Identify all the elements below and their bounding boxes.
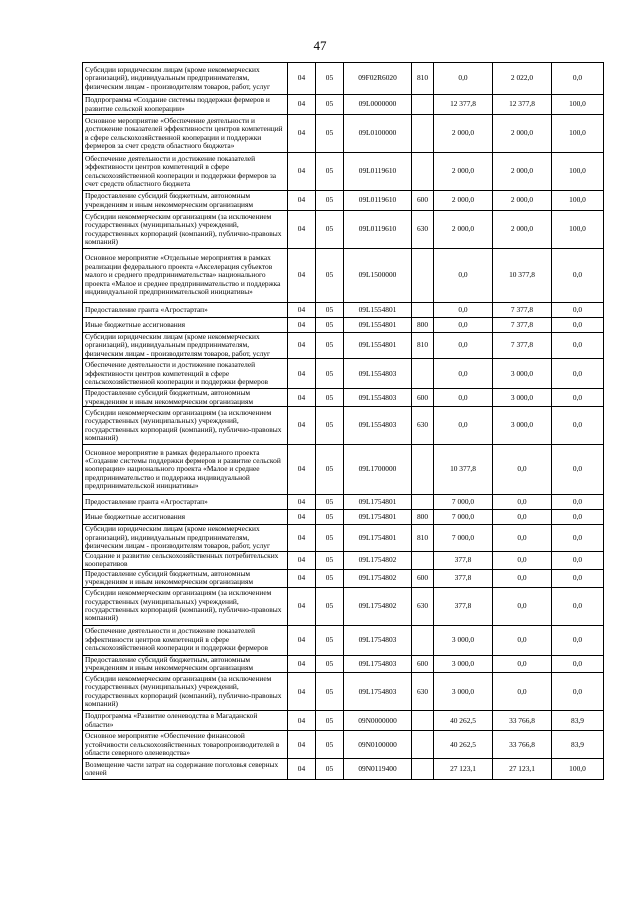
row-value-plan: 40 262,5 (434, 711, 493, 731)
row-target-article: 09N0119400 (344, 759, 412, 780)
row-section: 04 (288, 318, 316, 333)
row-value-percent: 100,0 (552, 759, 604, 780)
row-value-percent: 0,0 (552, 625, 604, 655)
row-subsection: 05 (316, 655, 344, 673)
row-value-plan: 10 377,8 (434, 445, 493, 495)
row-subsection: 05 (316, 407, 344, 445)
row-value-percent: 0,0 (552, 63, 604, 95)
row-subsection: 05 (316, 551, 344, 569)
row-subsection: 05 (316, 303, 344, 318)
row-value-plan: 377,8 (434, 587, 493, 625)
row-value-plan: 12 377,8 (434, 95, 493, 115)
table-row (83, 445, 604, 495)
row-expense-type (412, 249, 434, 303)
row-target-article: 09L1554801 (344, 303, 412, 318)
row-target-article: 09L1554803 (344, 359, 412, 389)
row-value-approved: 0,0 (493, 569, 552, 587)
row-subsection: 05 (316, 510, 344, 525)
table-row (83, 115, 604, 153)
row-name: Субсидии юридическим лицам (кроме некоммерческих организаций), индивидуальным предпринимателям, физическим лицам - производителям товаров, работ, услуг (83, 333, 288, 359)
row-value-percent: 0,0 (552, 569, 604, 587)
table-row (83, 551, 604, 569)
row-section: 04 (288, 731, 316, 759)
row-value-percent: 100,0 (552, 153, 604, 191)
row-target-article: 09L1754801 (344, 525, 412, 551)
row-expense-type: 800 (412, 510, 434, 525)
row-name: Основное мероприятие «Обеспечение деятельности и достижение показателей эффективности центров компетенций в сфере сельскохозяйственной кооперации и поддержки фермеров за счет средств областного бюджета» (83, 115, 288, 153)
row-target-article: 09L0100000 (344, 115, 412, 153)
table-row (83, 655, 604, 673)
row-expense-type (412, 625, 434, 655)
row-value-plan: 7 000,0 (434, 495, 493, 510)
row-expense-type: 600 (412, 389, 434, 407)
row-value-plan: 2 000,0 (434, 211, 493, 249)
row-value-plan: 2 000,0 (434, 153, 493, 191)
row-section: 04 (288, 445, 316, 495)
row-name: Основное мероприятие «Отдельные мероприятия в рамках реализации федерального проекта «Акселерация субъектов малого и среднего предпринимательства» национального проекта «Малое и среднее предпринимательство и поддержка индивидуальной предпринимательской инициативы» (83, 249, 288, 303)
row-section: 04 (288, 211, 316, 249)
row-value-approved: 10 377,8 (493, 249, 552, 303)
row-target-article: 09L1554803 (344, 407, 412, 445)
row-value-plan: 3 000,0 (434, 625, 493, 655)
row-expense-type: 810 (412, 333, 434, 359)
row-target-article: 09L1754803 (344, 673, 412, 711)
row-value-plan: 2 000,0 (434, 115, 493, 153)
row-value-approved: 2 000,0 (493, 191, 552, 211)
row-section: 04 (288, 63, 316, 95)
row-value-percent: 83,9 (552, 731, 604, 759)
row-value-percent: 100,0 (552, 211, 604, 249)
table-row (83, 359, 604, 389)
row-name: Создание и развитие сельскохозяйственных потребительских кооперативов (83, 551, 288, 569)
row-expense-type (412, 445, 434, 495)
row-section: 04 (288, 389, 316, 407)
row-expense-type (412, 115, 434, 153)
row-name: Субсидии некоммерческим организациям (за исключением государственных (муниципальных) учреждений, государственных корпораций (компаний), публично-правовых компаний) (83, 673, 288, 711)
row-name: Основное мероприятие «Обеспечение финансовой устойчивости сельскохозяйственных товаропроизводителей в области северного оленеводства» (83, 731, 288, 759)
table-body (83, 63, 604, 780)
row-expense-type (412, 551, 434, 569)
row-expense-type (412, 495, 434, 510)
row-target-article: 09L1554803 (344, 389, 412, 407)
row-target-article: 09L1754802 (344, 569, 412, 587)
row-target-article: 09L1754801 (344, 510, 412, 525)
row-value-approved: 3 000,0 (493, 407, 552, 445)
table-row (83, 249, 604, 303)
table-row (83, 389, 604, 407)
row-value-plan: 2 000,0 (434, 191, 493, 211)
row-name: Субсидии юридическим лицам (кроме некоммерческих организаций), индивидуальным предпринимателям, физическим лицам - производителям товаров, работ, услуг (83, 63, 288, 95)
row-expense-type: 630 (412, 673, 434, 711)
row-value-percent: 0,0 (552, 359, 604, 389)
row-subsection: 05 (316, 63, 344, 95)
row-expense-type: 600 (412, 191, 434, 211)
row-value-percent: 0,0 (552, 333, 604, 359)
row-value-approved: 33 766,8 (493, 711, 552, 731)
table-row (83, 673, 604, 711)
row-value-percent: 0,0 (552, 673, 604, 711)
row-value-approved: 7 377,8 (493, 303, 552, 318)
page-number: 47 (313, 38, 327, 53)
row-value-approved: 3 000,0 (493, 389, 552, 407)
row-expense-type: 630 (412, 211, 434, 249)
row-target-article: 09L0119610 (344, 153, 412, 191)
row-subsection: 05 (316, 525, 344, 551)
row-name: Предоставление субсидий бюджетным, автономным учреждениям и иным некоммерческим организациям (83, 191, 288, 211)
row-subsection: 05 (316, 318, 344, 333)
table-row (83, 95, 604, 115)
row-value-plan: 0,0 (434, 389, 493, 407)
row-target-article: 09L0000000 (344, 95, 412, 115)
row-target-article: 09L1500000 (344, 249, 412, 303)
row-value-approved: 0,0 (493, 551, 552, 569)
row-value-plan: 0,0 (434, 63, 493, 95)
row-section: 04 (288, 115, 316, 153)
row-expense-type: 630 (412, 587, 434, 625)
row-value-approved: 12 377,8 (493, 95, 552, 115)
row-value-plan: 3 000,0 (434, 655, 493, 673)
row-expense-type (412, 303, 434, 318)
table-row (83, 525, 604, 551)
row-subsection: 05 (316, 359, 344, 389)
row-subsection: 05 (316, 731, 344, 759)
row-section: 04 (288, 495, 316, 510)
row-name: Предоставление субсидий бюджетным, автономным учреждениям и иным некоммерческим организациям (83, 569, 288, 587)
row-name: Субсидии некоммерческим организациям (за исключением государственных (муниципальных) учреждений, государственных корпораций (компаний), публично-правовых компаний) (83, 587, 288, 625)
row-target-article: 09L1754801 (344, 495, 412, 510)
row-value-plan: 0,0 (434, 318, 493, 333)
table-row (83, 759, 604, 780)
row-value-plan: 377,8 (434, 551, 493, 569)
row-name: Предоставление субсидий бюджетным, автономным учреждениям и иным некоммерческим организациям (83, 389, 288, 407)
row-subsection: 05 (316, 191, 344, 211)
row-value-approved: 0,0 (493, 445, 552, 495)
row-value-percent: 100,0 (552, 115, 604, 153)
table-row (83, 407, 604, 445)
table-row (83, 63, 604, 95)
row-value-percent: 0,0 (552, 525, 604, 551)
table-row (83, 153, 604, 191)
row-expense-type (412, 731, 434, 759)
row-expense-type: 600 (412, 655, 434, 673)
row-value-approved: 0,0 (493, 525, 552, 551)
row-value-approved: 0,0 (493, 673, 552, 711)
table-row (83, 303, 604, 318)
row-target-article: 09L1754802 (344, 551, 412, 569)
row-name: Предоставление гранта «Агростартап» (83, 303, 288, 318)
row-subsection: 05 (316, 153, 344, 191)
table-row (83, 495, 604, 510)
table-row (83, 711, 604, 731)
row-name: Основное мероприятие в рамках федерального проекта «Создание системы поддержки фермеров и развитие сельской кооперации» национального проекта «Малое и среднее предпринимательство и поддержка индивидуальной предпринимательской инициативы» (83, 445, 288, 495)
row-value-percent: 0,0 (552, 495, 604, 510)
row-name: Обеспечение деятельности и достижение показателей эффективности центров компетенций в сфере сельскохозяйственной кооперации и поддержки фермеров за счет средств областного бюджета (83, 153, 288, 191)
table-row (83, 318, 604, 333)
row-expense-type (412, 759, 434, 780)
row-subsection: 05 (316, 495, 344, 510)
row-section: 04 (288, 333, 316, 359)
row-value-percent: 0,0 (552, 389, 604, 407)
row-subsection: 05 (316, 625, 344, 655)
row-target-article: 09L1700000 (344, 445, 412, 495)
row-name: Подпрограмма «Создание системы поддержки фермеров и развитие сельской кооперации» (83, 95, 288, 115)
row-value-plan: 377,8 (434, 569, 493, 587)
row-name: Обеспечение деятельности и достижение показателей эффективности центров компетенций в сфере сельскохозяйственной кооперации и поддержки фермеров (83, 625, 288, 655)
row-name: Субсидии некоммерческим организациям (за исключением государственных (муниципальных) учреждений, государственных корпораций (компаний), публично-правовых компаний) (83, 407, 288, 445)
row-section: 04 (288, 191, 316, 211)
row-value-percent: 0,0 (552, 510, 604, 525)
row-value-approved: 2 000,0 (493, 153, 552, 191)
row-value-percent: 100,0 (552, 95, 604, 115)
row-target-article: 09N0000000 (344, 711, 412, 731)
row-name: Субсидии некоммерческим организациям (за исключением государственных (муниципальных) учреждений, государственных корпораций (компаний), публично-правовых компаний) (83, 211, 288, 249)
row-section: 04 (288, 407, 316, 445)
row-subsection: 05 (316, 333, 344, 359)
row-target-article: 09L1754803 (344, 625, 412, 655)
row-subsection: 05 (316, 95, 344, 115)
row-value-plan: 0,0 (434, 303, 493, 318)
row-value-approved: 0,0 (493, 495, 552, 510)
row-subsection: 05 (316, 587, 344, 625)
row-expense-type: 810 (412, 525, 434, 551)
row-value-percent: 0,0 (552, 655, 604, 673)
row-name: Возмещение части затрат на содержание поголовья северных оленей (83, 759, 288, 780)
row-target-article: 09L1554801 (344, 318, 412, 333)
row-subsection: 05 (316, 249, 344, 303)
table-row (83, 510, 604, 525)
row-value-plan: 7 000,0 (434, 525, 493, 551)
row-value-approved: 7 377,8 (493, 318, 552, 333)
row-name: Предоставление гранта «Агростартап» (83, 495, 288, 510)
table-row (83, 731, 604, 759)
row-name: Обеспечение деятельности и достижение показателей эффективности центров компетенций в сфере сельскохозяйственной кооперации и поддержки фермеров (83, 359, 288, 389)
row-value-plan: 0,0 (434, 359, 493, 389)
row-section: 04 (288, 551, 316, 569)
row-section: 04 (288, 569, 316, 587)
row-subsection: 05 (316, 711, 344, 731)
row-value-approved: 0,0 (493, 587, 552, 625)
row-expense-type: 800 (412, 318, 434, 333)
row-subsection: 05 (316, 569, 344, 587)
row-section: 04 (288, 587, 316, 625)
row-name: Иные бюджетные ассигнования (83, 510, 288, 525)
row-value-percent: 0,0 (552, 318, 604, 333)
row-value-percent: 0,0 (552, 249, 604, 303)
row-section: 04 (288, 759, 316, 780)
row-expense-type (412, 153, 434, 191)
row-value-approved: 2 022,0 (493, 63, 552, 95)
row-section: 04 (288, 249, 316, 303)
row-section: 04 (288, 510, 316, 525)
row-value-approved: 7 377,8 (493, 333, 552, 359)
row-name: Подпрограмма «Развитие оленеводства в Магаданской области» (83, 711, 288, 731)
row-value-approved: 0,0 (493, 625, 552, 655)
row-expense-type: 630 (412, 407, 434, 445)
row-target-article: 09F02R6020 (344, 63, 412, 95)
row-value-percent: 100,0 (552, 191, 604, 211)
row-subsection: 05 (316, 211, 344, 249)
row-value-percent: 0,0 (552, 587, 604, 625)
row-section: 04 (288, 711, 316, 731)
row-subsection: 05 (316, 445, 344, 495)
row-subsection: 05 (316, 759, 344, 780)
table-row (83, 587, 604, 625)
row-value-plan: 0,0 (434, 333, 493, 359)
row-expense-type (412, 711, 434, 731)
row-value-approved: 27 123,1 (493, 759, 552, 780)
row-name: Иные бюджетные ассигнования (83, 318, 288, 333)
row-section: 04 (288, 625, 316, 655)
row-section: 04 (288, 525, 316, 551)
row-section: 04 (288, 655, 316, 673)
row-value-approved: 3 000,0 (493, 359, 552, 389)
table-row (83, 625, 604, 655)
row-subsection: 05 (316, 389, 344, 407)
row-expense-type (412, 359, 434, 389)
row-value-approved: 2 000,0 (493, 115, 552, 153)
row-value-percent: 0,0 (552, 551, 604, 569)
row-target-article: 09L1754802 (344, 587, 412, 625)
row-section: 04 (288, 153, 316, 191)
row-section: 04 (288, 359, 316, 389)
row-target-article: 09L1754803 (344, 655, 412, 673)
table-row (83, 569, 604, 587)
row-expense-type: 810 (412, 63, 434, 95)
row-value-percent: 0,0 (552, 407, 604, 445)
row-value-plan: 0,0 (434, 407, 493, 445)
row-target-article: 09N0100000 (344, 731, 412, 759)
row-section: 04 (288, 673, 316, 711)
row-value-approved: 0,0 (493, 510, 552, 525)
table-row (83, 333, 604, 359)
row-name: Предоставление субсидий бюджетным, автономным учреждениям и иным некоммерческим организациям (83, 655, 288, 673)
row-value-plan: 3 000,0 (434, 673, 493, 711)
row-value-plan: 7 000,0 (434, 510, 493, 525)
row-subsection: 05 (316, 673, 344, 711)
row-target-article: 09L0119610 (344, 211, 412, 249)
row-value-percent: 0,0 (552, 303, 604, 318)
budget-table (82, 62, 604, 780)
row-expense-type: 600 (412, 569, 434, 587)
row-name: Субсидии юридическим лицам (кроме некоммерческих организаций), индивидуальным предпринимателям, физическим лицам - производителям товаров, работ, услуг (83, 525, 288, 551)
row-value-percent: 83,9 (552, 711, 604, 731)
row-value-approved: 33 766,8 (493, 731, 552, 759)
row-value-approved: 2 000,0 (493, 211, 552, 249)
row-value-percent: 0,0 (552, 445, 604, 495)
table-row (83, 211, 604, 249)
row-target-article: 09L0119610 (344, 191, 412, 211)
row-section: 04 (288, 95, 316, 115)
row-value-plan: 40 262,5 (434, 731, 493, 759)
row-value-plan: 0,0 (434, 249, 493, 303)
row-expense-type (412, 95, 434, 115)
row-value-plan: 27 123,1 (434, 759, 493, 780)
row-target-article: 09L1554801 (344, 333, 412, 359)
row-value-approved: 0,0 (493, 655, 552, 673)
row-subsection: 05 (316, 115, 344, 153)
row-section: 04 (288, 303, 316, 318)
table-row (83, 191, 604, 211)
